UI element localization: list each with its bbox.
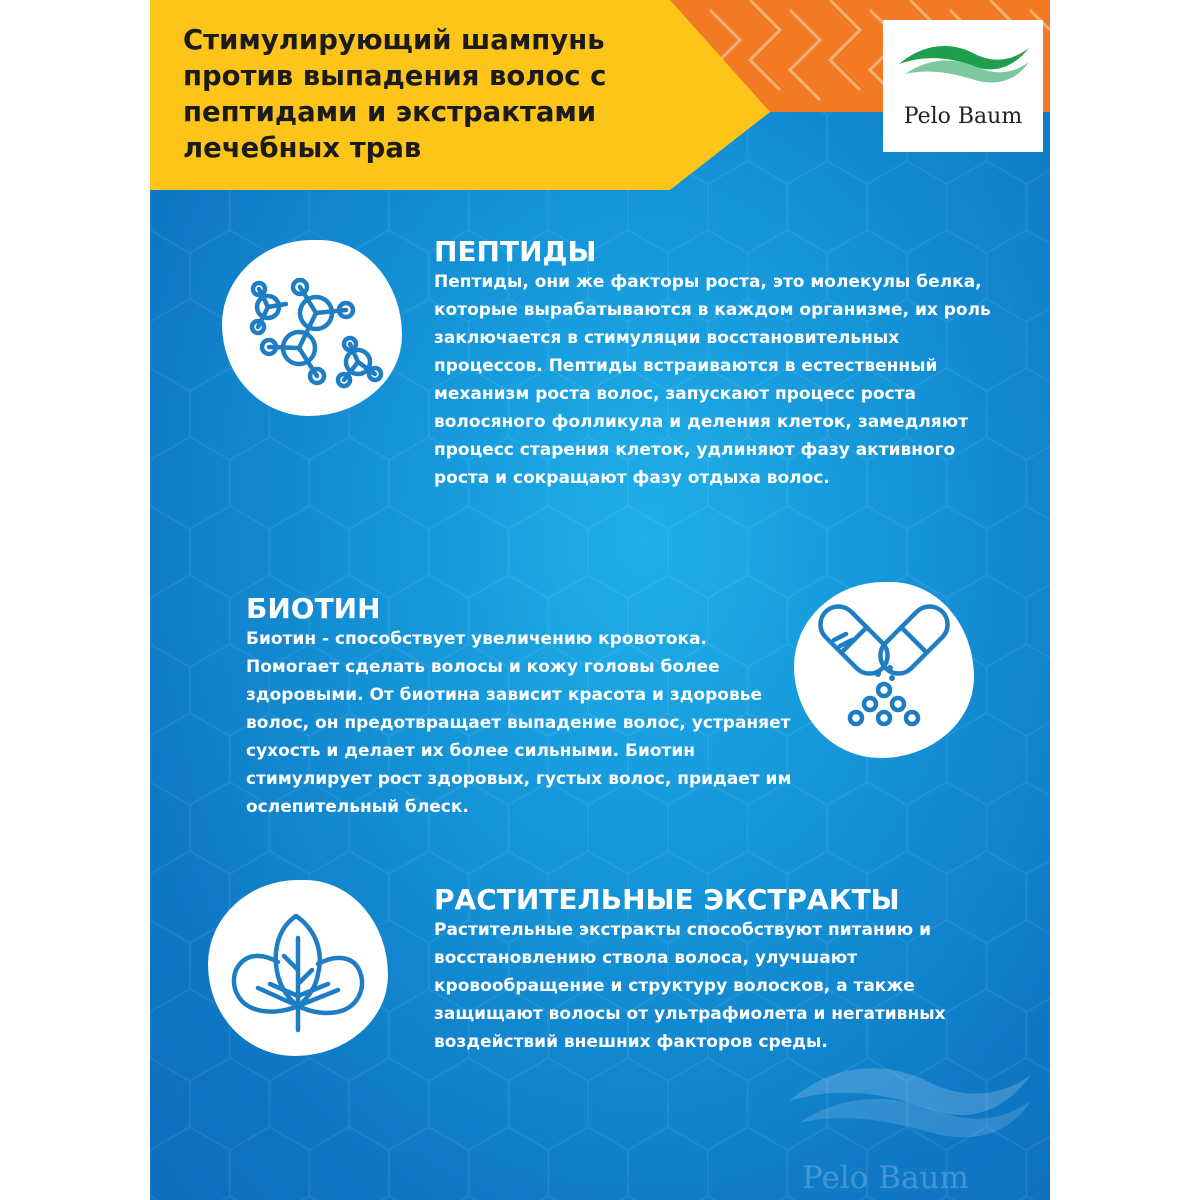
section-heading: РАСТИТЕЛЬНЫЕ ЭКСТРАКТЫ: [434, 883, 900, 916]
section-heading: ПЕПТИДЫ: [434, 235, 597, 268]
section-text: Биотин - способствует увеличению кровотока. Помогает сделать волосы и кожу головы более здоровыми. От биотина зависит красота и здоровье волос, он предотвращает выпадение волос, устраняет сухость и делает их более сильными. Биотин стимулирует рост здоровых, густых волос, придает им ослепительный блеск.: [246, 629, 792, 817]
watermark-text: Pelo Baum: [802, 1160, 969, 1196]
section-heading: БИОТИН: [246, 592, 381, 625]
molecule-icon: [222, 240, 402, 416]
watermark-waves-icon: [785, 1045, 1035, 1140]
section-text: Растительные экстракты способствуют питанию и восстановлению ствола волоса, улучшают кровообращение и структуру волосков, а также защищают волосы от ультрафиолета и негативных воздействий внешних факторов среды.: [434, 920, 946, 1052]
biotin-icon-badge: [794, 582, 974, 758]
waves-icon: [895, 34, 1033, 88]
capsule-icon: [794, 582, 974, 758]
page-title: Стимулирующий шампунь против выпадения волос с пептидами и экстрактами лечебных трав: [183, 24, 607, 164]
section-text: Пептиды, они же факторы роста, это молекулы белка, которые вырабатываются в каждом организме, их роль заключается в стимуляции восстановительных процессов. Пептиды встраиваются в естественный механизм роста волос, запускают процесс роста волосяного фолликула и деления клеток, замедляют процесс старения клеток, удлиняют фазу активного роста и сокращают фазу отдыха волос.: [434, 272, 991, 488]
product-infographic: [150, 0, 1050, 1200]
leaf-icon: [208, 880, 388, 1056]
section-biotin: [246, 593, 802, 821]
logo-text: Pelo Baum: [903, 104, 1023, 129]
section-peptides: [434, 236, 994, 492]
brand-logo: [883, 20, 1043, 152]
section-extracts: [434, 884, 994, 1056]
peptides-icon-badge: [222, 240, 402, 416]
extracts-icon-badge: [208, 880, 388, 1056]
